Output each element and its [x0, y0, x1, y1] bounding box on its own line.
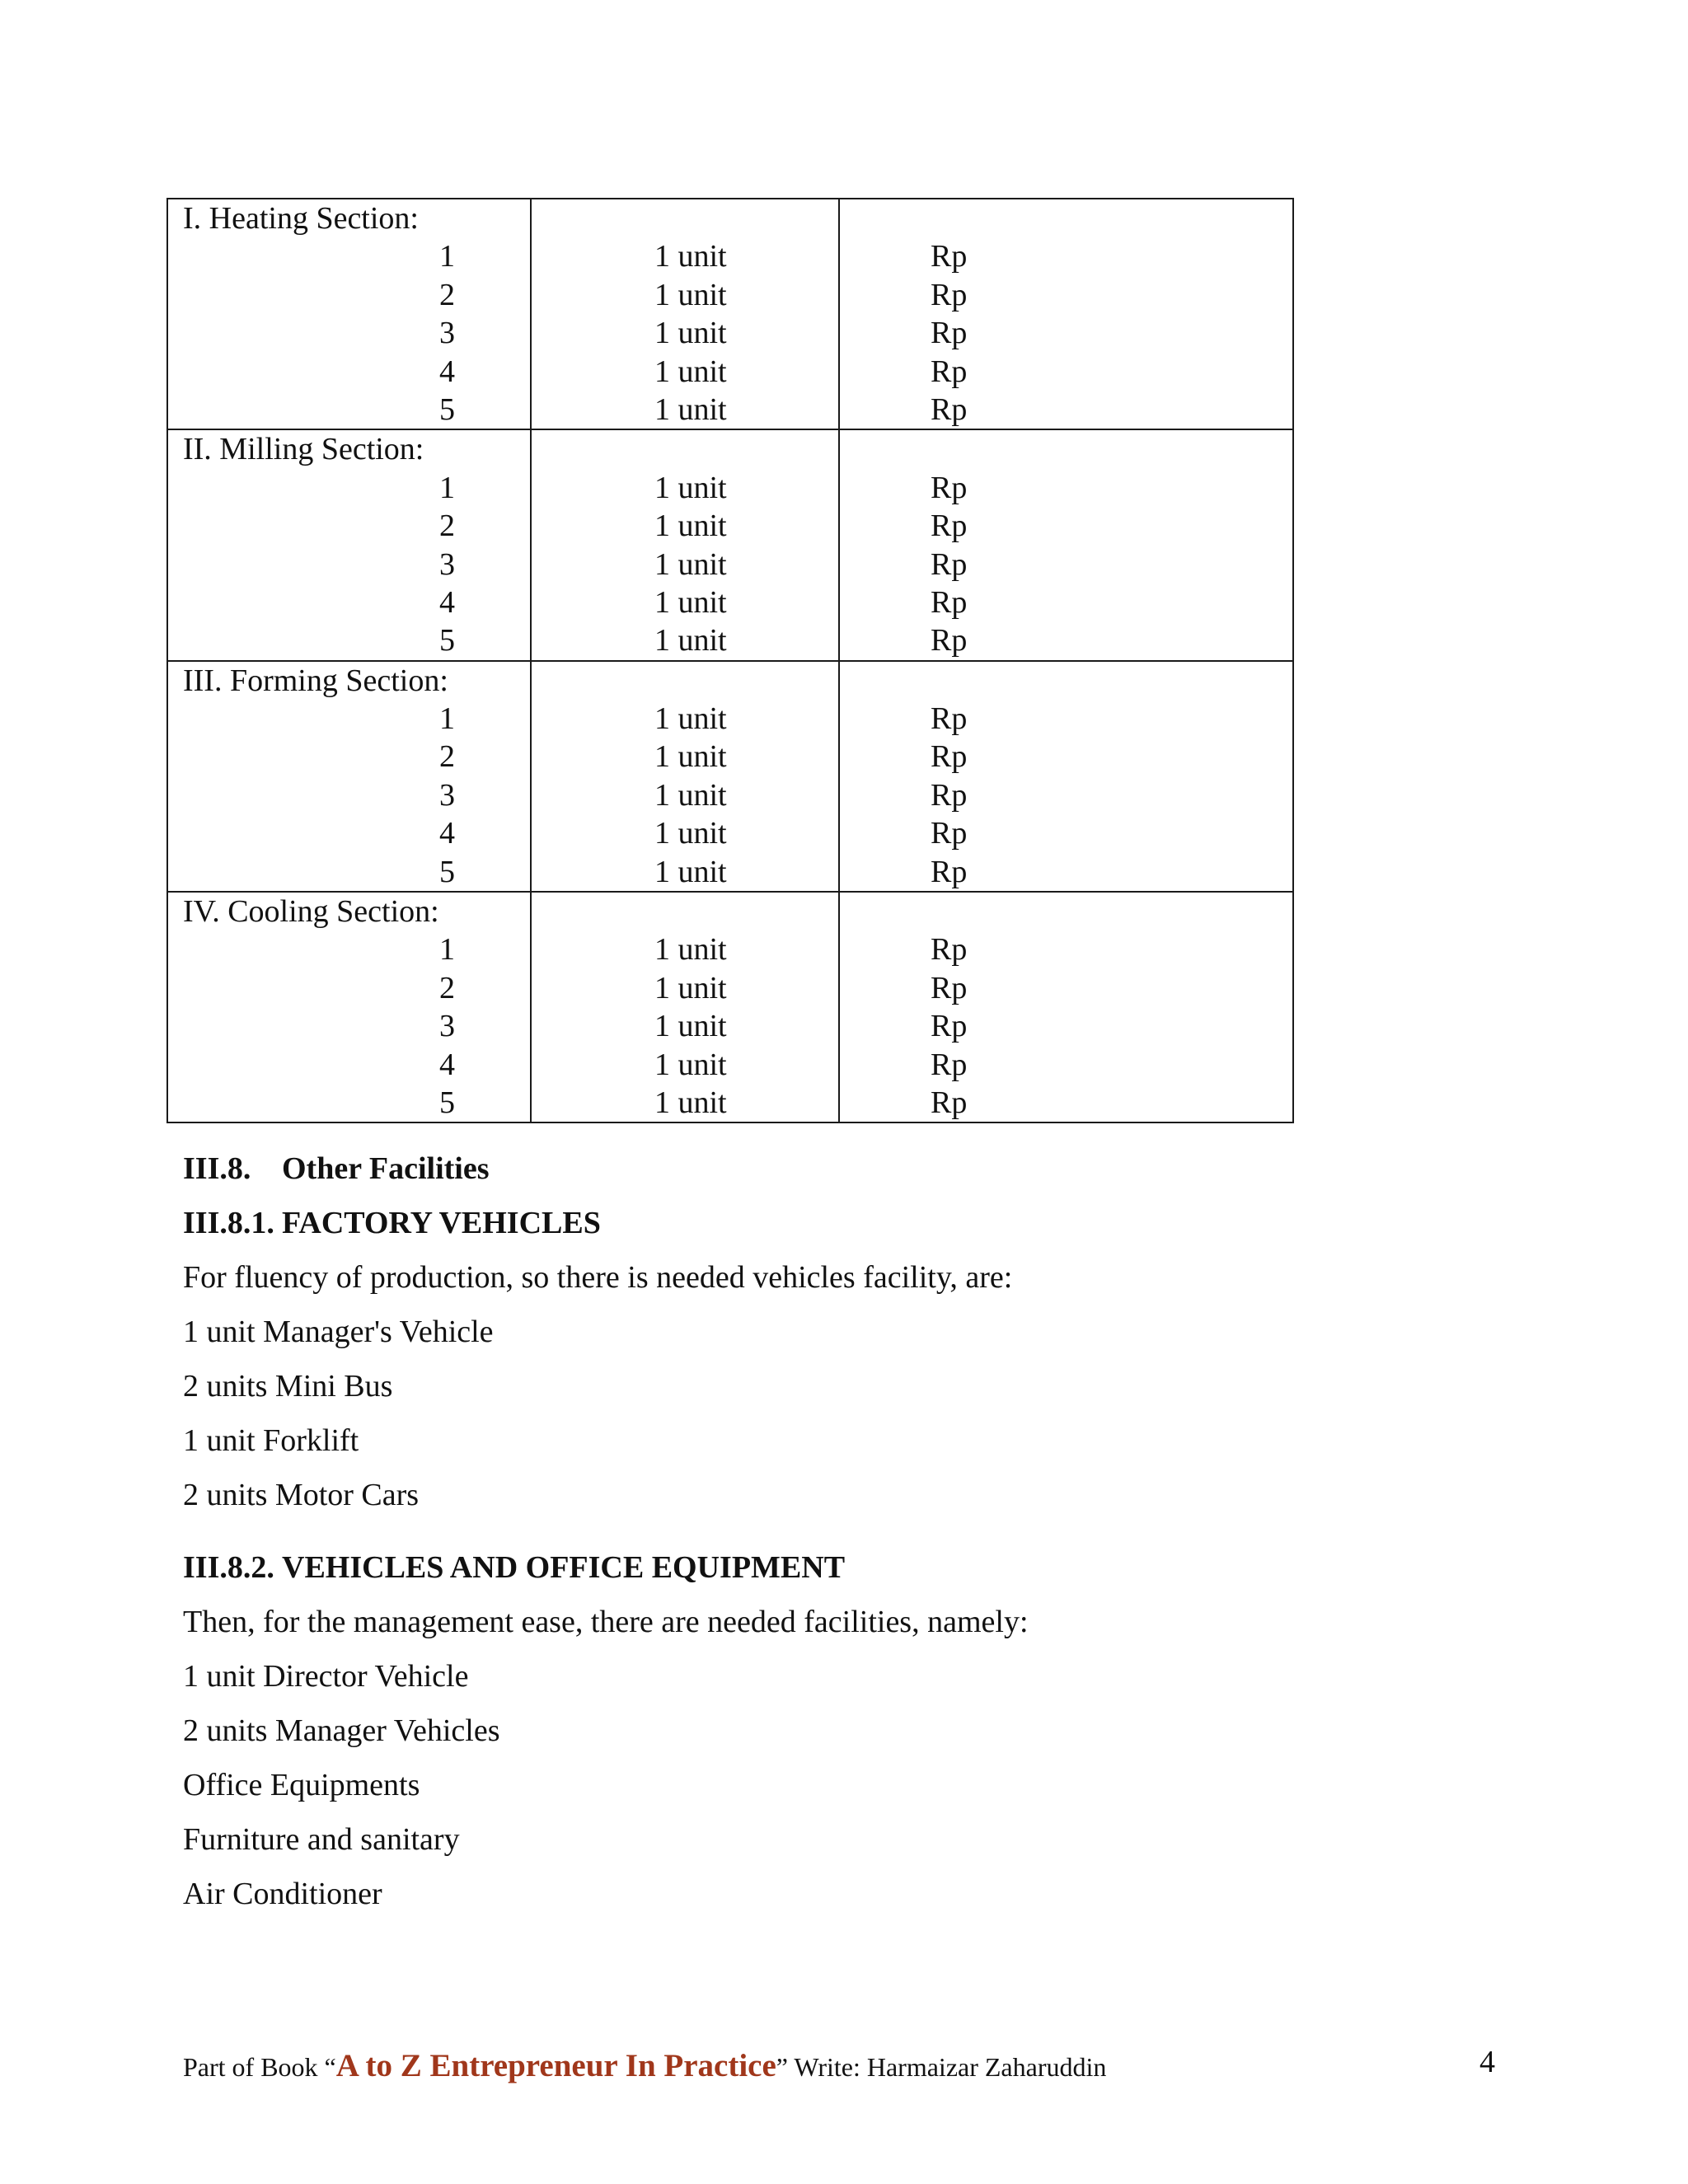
- item-number: 3: [439, 316, 455, 351]
- item-price: Rp: [931, 777, 968, 813]
- item-quantity: 1 unit: [654, 739, 727, 775]
- list-item: 1 unit Manager's Vehicle: [183, 1315, 494, 1349]
- item-number: 4: [439, 816, 455, 851]
- equipment-table: [166, 198, 1294, 1123]
- item-quantity: 1 unit: [654, 854, 727, 889]
- book-title: A to Z Entrepreneur In Practice: [335, 2048, 776, 2083]
- item-price: Rp: [931, 701, 968, 737]
- list-item: Office Equipments: [183, 1768, 420, 1802]
- table-section-row: [167, 199, 1293, 429]
- item-number: 3: [439, 1009, 455, 1044]
- section-heading: I. Heating Section:: [183, 201, 419, 236]
- heading-number: III.8.1.: [183, 1206, 274, 1240]
- item-price: Rp: [931, 816, 968, 851]
- item-quantity: 1 unit: [654, 391, 727, 427]
- price-cell: [839, 661, 1293, 892]
- item-number: 3: [439, 546, 455, 582]
- item-quantity: 1 unit: [654, 239, 727, 274]
- price-cell: [839, 892, 1293, 1122]
- item-price: Rp: [931, 354, 968, 389]
- item-price: Rp: [931, 623, 968, 658]
- list-item: Furniture and sanitary: [183, 1822, 460, 1857]
- heading-title: FACTORY VEHICLES: [282, 1206, 601, 1240]
- quantity-cell: [531, 661, 839, 892]
- item-price: Rp: [931, 932, 968, 968]
- item-price: Rp: [931, 316, 968, 351]
- item-quantity: 1 unit: [654, 932, 727, 968]
- list-item: 1 unit Director Vehicle: [183, 1659, 469, 1694]
- item-price: Rp: [931, 1047, 968, 1082]
- item-number: 5: [439, 854, 455, 889]
- item-quantity: 1 unit: [654, 470, 727, 505]
- item-quantity: 1 unit: [654, 546, 727, 582]
- page-number: 4: [1479, 2045, 1495, 2079]
- list-item: 2 units Manager Vehicles: [183, 1713, 500, 1748]
- item-quantity: 1 unit: [654, 623, 727, 658]
- item-quantity: 1 unit: [654, 354, 727, 389]
- page-footer: [183, 2047, 1106, 2084]
- item-number: 4: [439, 1047, 455, 1082]
- item-price: Rp: [931, 739, 968, 775]
- heading-factory-vehicles: [183, 1205, 601, 1241]
- item-price: Rp: [931, 1009, 968, 1044]
- item-quantity: 1 unit: [654, 584, 727, 620]
- heading-title: VEHICLES AND OFFICE EQUIPMENT: [282, 1550, 846, 1585]
- heading-number: III.8.2.: [183, 1550, 274, 1585]
- item-number: 1: [439, 701, 455, 737]
- item-quantity: 1 unit: [654, 509, 727, 544]
- section-name-cell: [167, 199, 531, 429]
- item-price: Rp: [931, 509, 968, 544]
- item-number: 2: [439, 739, 455, 775]
- item-price: Rp: [931, 239, 968, 274]
- factory-vehicles-intro: For fluency of production, so there is needed vehicles facility, are:: [183, 1260, 1013, 1295]
- item-number: 5: [439, 391, 455, 427]
- item-number: 2: [439, 277, 455, 312]
- table-section-row: [167, 429, 1293, 660]
- item-number: 4: [439, 354, 455, 389]
- quantity-cell: [531, 199, 839, 429]
- list-item: 2 units Motor Cars: [183, 1478, 420, 1512]
- item-price: Rp: [931, 546, 968, 582]
- item-number: 2: [439, 970, 455, 1005]
- price-cell: [839, 199, 1293, 429]
- list-item: 1 unit Forklift: [183, 1423, 359, 1458]
- item-quantity: 1 unit: [654, 316, 727, 351]
- item-number: 3: [439, 777, 455, 813]
- item-quantity: 1 unit: [654, 277, 727, 312]
- office-equipment-intro: Then, for the management ease, there are needed facilities, namely:: [183, 1605, 1029, 1639]
- item-price: Rp: [931, 470, 968, 505]
- list-item: Air Conditioner: [183, 1877, 382, 1911]
- item-quantity: 1 unit: [654, 816, 727, 851]
- item-quantity: 1 unit: [654, 777, 727, 813]
- list-item: 2 units Mini Bus: [183, 1369, 393, 1404]
- section-name-cell: [167, 892, 531, 1122]
- item-number: 1: [439, 239, 455, 274]
- table-section-row: [167, 661, 1293, 892]
- price-cell: [839, 429, 1293, 660]
- table-section-row: [167, 892, 1293, 1122]
- item-price: Rp: [931, 584, 968, 620]
- section-heading: III. Forming Section:: [183, 663, 448, 698]
- item-quantity: 1 unit: [654, 1085, 727, 1120]
- item-quantity: 1 unit: [654, 701, 727, 737]
- item-price: Rp: [931, 1085, 968, 1120]
- quantity-cell: [531, 429, 839, 660]
- footer-prefix: Part of Book “: [183, 2052, 336, 2082]
- item-quantity: 1 unit: [654, 1047, 727, 1082]
- item-price: Rp: [931, 391, 968, 427]
- section-heading: II. Milling Section:: [183, 432, 424, 467]
- item-number: 5: [439, 1085, 455, 1120]
- item-quantity: 1 unit: [654, 970, 727, 1005]
- heading-other-facilities: [183, 1151, 490, 1187]
- heading-title: Other Facilities: [282, 1151, 490, 1186]
- item-number: 5: [439, 623, 455, 658]
- item-price: Rp: [931, 970, 968, 1005]
- item-price: Rp: [931, 854, 968, 889]
- item-number: 1: [439, 932, 455, 968]
- item-number: 1: [439, 470, 455, 505]
- item-number: 2: [439, 509, 455, 544]
- item-number: 4: [439, 584, 455, 620]
- item-quantity: 1 unit: [654, 1009, 727, 1044]
- heading-number: III.8.: [183, 1151, 251, 1186]
- item-price: Rp: [931, 277, 968, 312]
- quantity-cell: [531, 892, 839, 1122]
- heading-office-equipment: [183, 1549, 845, 1586]
- section-name-cell: [167, 429, 531, 660]
- section-name-cell: [167, 661, 531, 892]
- footer-suffix: ” Write: Harmaizar Zaharuddin: [776, 2052, 1107, 2082]
- section-heading: IV. Cooling Section:: [183, 894, 439, 930]
